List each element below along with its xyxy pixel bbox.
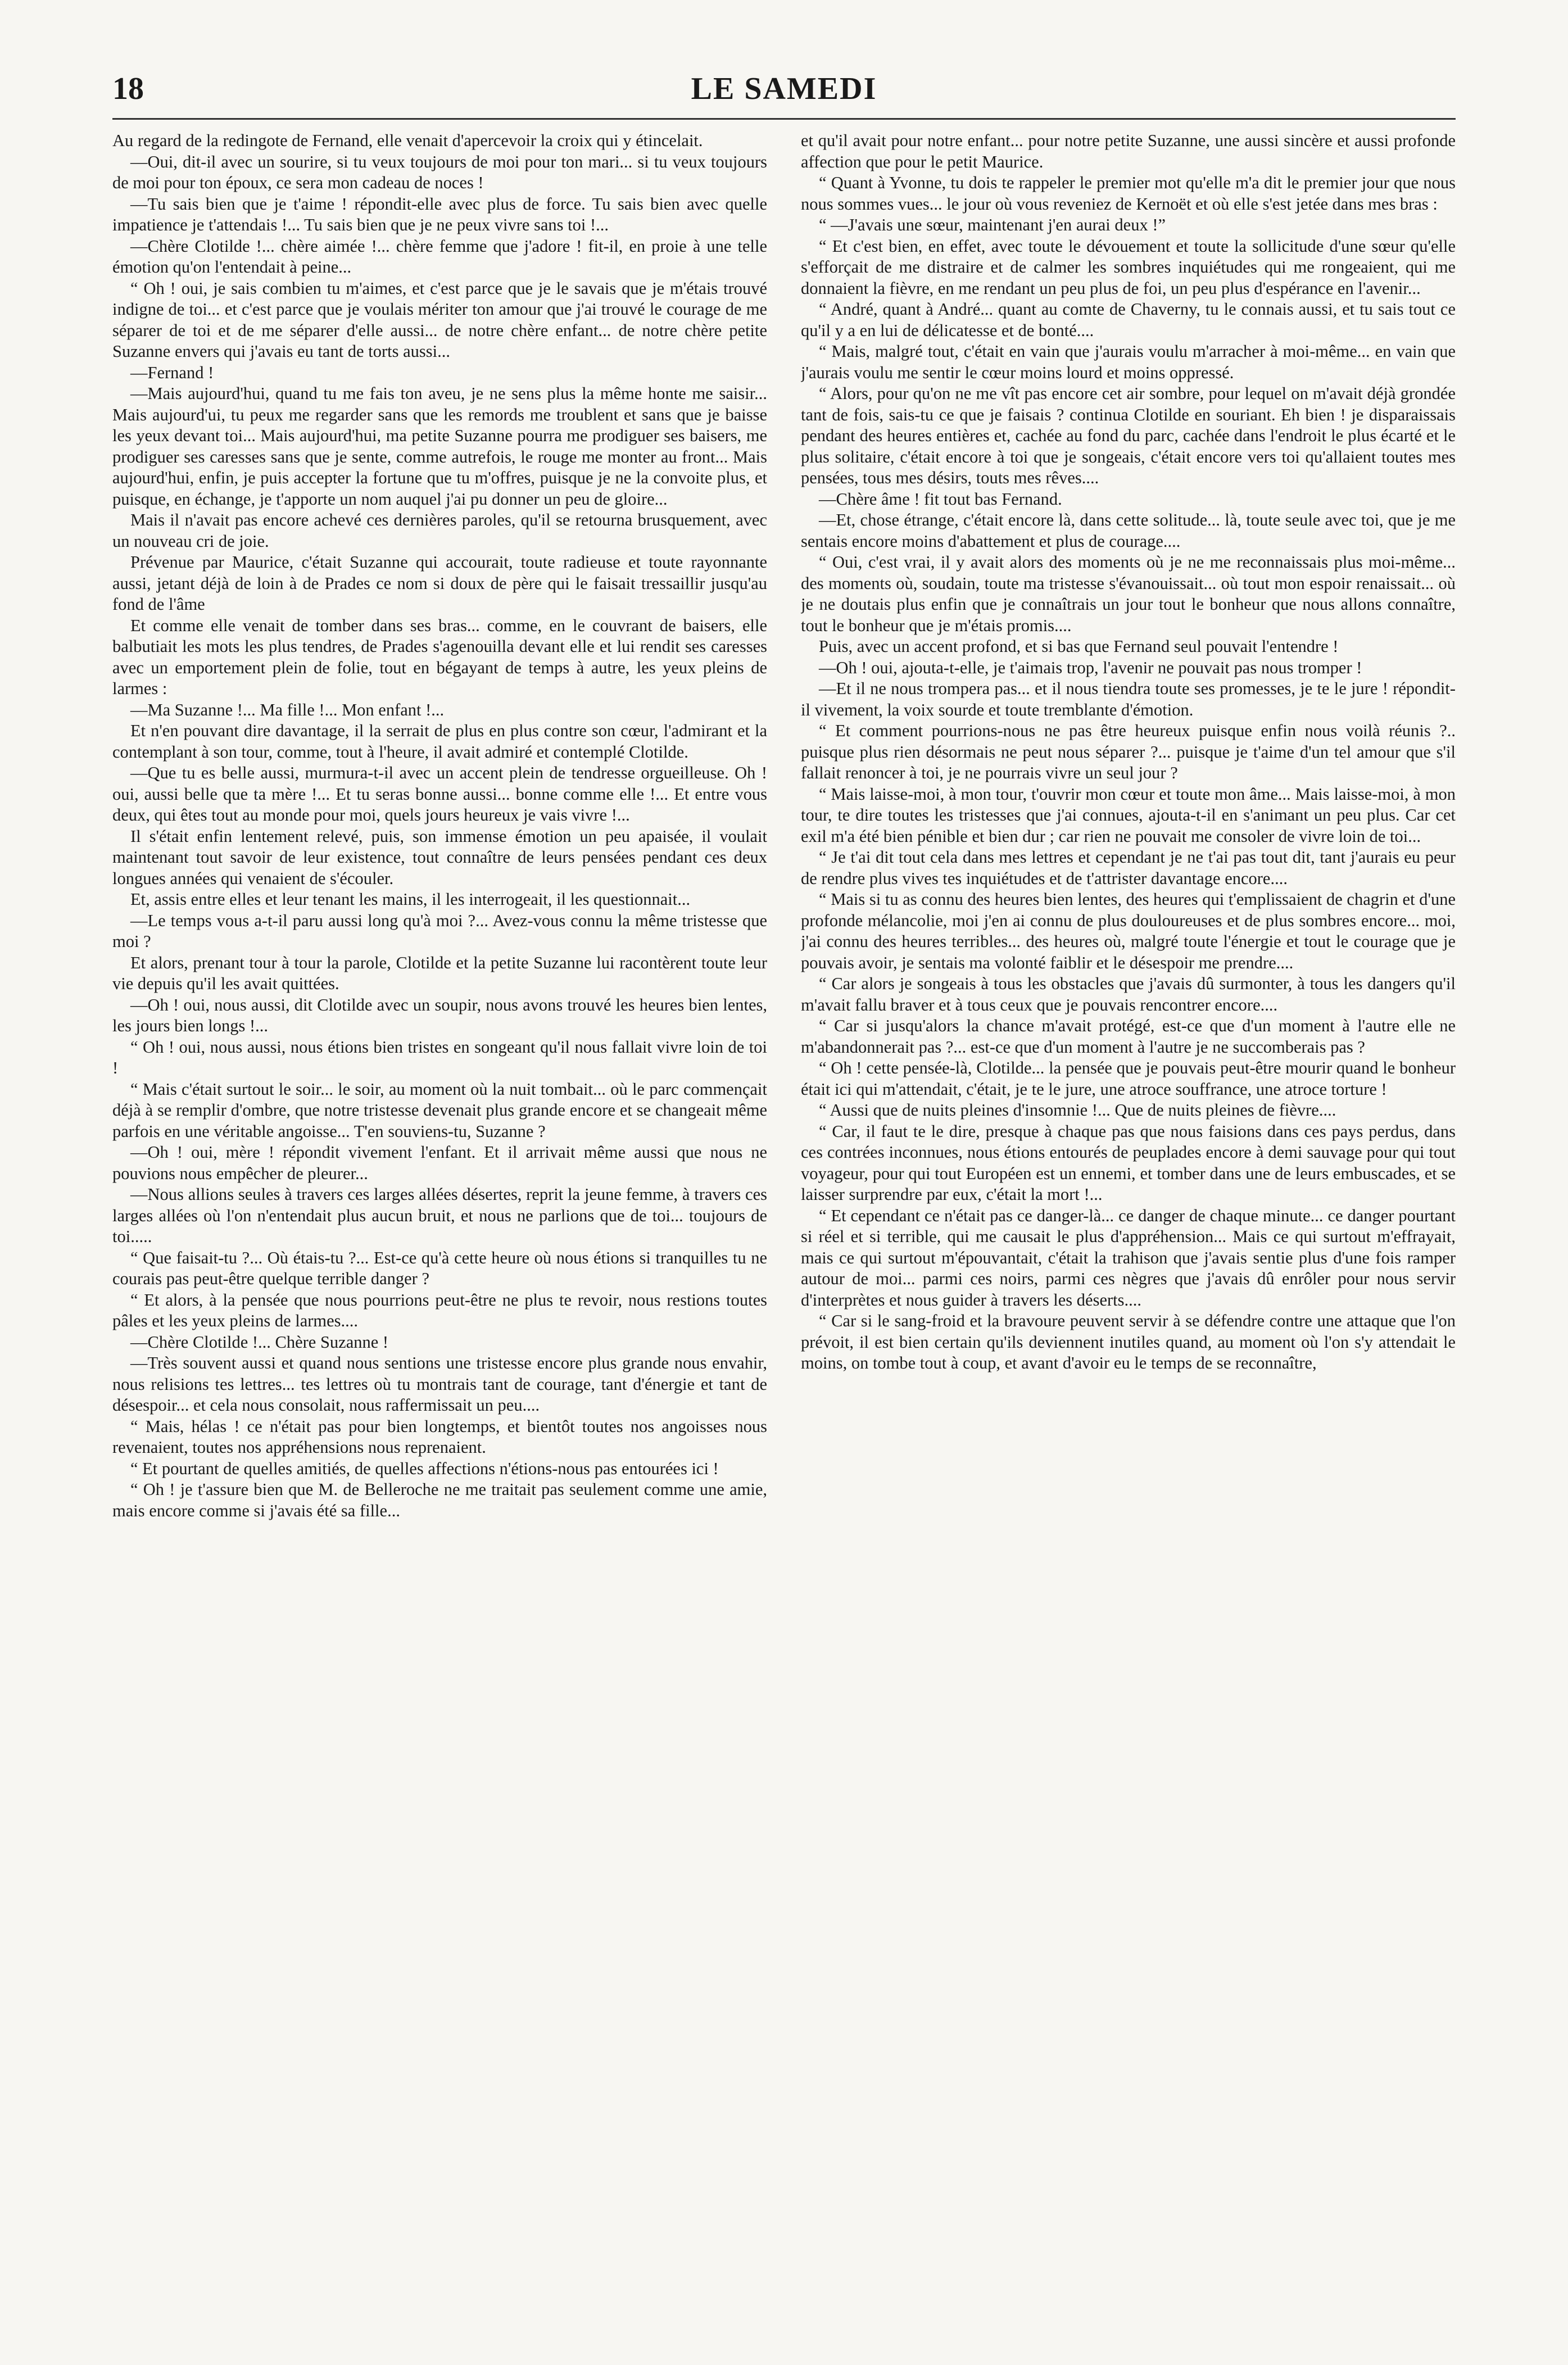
header-rule (112, 118, 1456, 120)
paragraph: “ Oh ! oui, je sais combien tu m'aimes, et c'est parce que je le savais que je m'étais trouvé indigne de toi... et c'est parce que je voulais mériter ton amour que j'ai trouvé le courage de me séparer de toi et de me séparer d'elle aussi... de notre chère enfant... de notre chère petite Suzanne envers qui j'avais eu tant de torts aussi... (112, 278, 767, 361)
paragraph: “ Et cependant ce n'était pas ce danger-là... ce danger de chaque minute... ce danger pourtant si réel et si terrible, qui me causait le plus d'appréhension... Mais ce qui surtout m'effrayait, mais ce qui surtout m'épouvantait, c'était la trahison que j'avais sentie plus d'une fois ramper autour de moi... parmi ces noirs, parmi ces nègres que j'avais dû enrôler pour nous servir d'interprètes et nous guider à travers les déserts.... (801, 1206, 1456, 1310)
paragraph: —Oh ! oui, nous aussi, dit Clotilde avec un soupir, nous avons trouvé les heures bien lentes, les jours bien longs !... (112, 995, 767, 1035)
paragraph: Au regard de la redingote de Fernand, elle venait d'apercevoir la croix qui y étincelait. (112, 131, 703, 150)
paragraph: —Tu sais bien que je t'aime ! répondit-elle avec plus de force. Tu sais bien avec quelle impatience je t'attendais !... Tu sais bien que je ne peux vivre sans toi !... (112, 194, 767, 234)
paragraph: —Et, chose étrange, c'était encore là, dans cette solitude... là, toute seule avec toi, que je me sentais encore moins d'abattement et plus de courage.... (801, 510, 1456, 551)
paragraph: “ Que faisait-tu ?... Où étais-tu ?... Est-ce qu'à cette heure où nous étions si tranquilles tu ne courais pas peut-être quelque terrible danger ? (112, 1248, 767, 1288)
paragraph: —Oui, dit-il avec un sourire, si tu veux toujours de moi pour ton mari... si tu veux toujours de moi pour ton époux, ce sera mon cadeau de noces ! (112, 152, 767, 192)
paragraph: et qu'il avait pour notre enfant... pour notre petite Suzanne, une aussi sincère et aussi profonde affection que pour le petit Maurice. (801, 131, 1456, 171)
paragraph: Et comme elle venait de tomber dans ses bras... comme, en le couvrant de baisers, elle balbutiait les mots les plus tendres, de Prades s'agenouilla devant elle et lui rendit ses caresses avec un emportement plein de folie, tout en bégayant de temps à autre, les yeux pleins de larmes : (112, 615, 767, 698)
paragraph: “ Car, il faut te le dire, presque à chaque pas que nous faisions dans ces pays perdus, dans ces contrées inconnues, nous étions entourés de peuplades encore à demi sauvage pour qui tout voyageur, pour qui tout Européen est un ennemi, et tomber dans une de leurs embuscades, et se laisser surprendre par eux, c'était la mort !... (801, 1121, 1456, 1204)
paragraph: “ Car si jusqu'alors la chance m'avait protégé, est-ce que d'un moment à l'autre elle ne m'abandonnerait pas ?... est-ce que d'un moment à l'autre je ne succomberais pas ? (801, 1016, 1456, 1057)
paragraph: Et n'en pouvant dire davantage, il la serrait de plus en plus contre son cœur, l'admirant et la contemplant à son tour, comme, tout à l'heure, il avait admiré et contemplé Clotilde. (112, 721, 767, 762)
paragraph: “ Alors, pour qu'on ne me vît pas encore cet air sombre, pour lequel on m'avait déjà grondée tant de fois, sais-tu ce que je faisais ? continua Clotilde en souriant. Eh bien ! je disparaissais pendant des heures entières et, cachée au fond du parc, cachée dans l'endroit le plus écarté et le plus solitaire, c'était encore à toi que je songeais, c'était encore vers toi qu'allaient toutes mes pensées, tous mes désirs, touts mes rêves.... (801, 384, 1456, 487)
paragraph: “ Oui, c'est vrai, il y avait alors des moments où je ne me reconnaissais plus moi-même... des moments où, soudain, toute ma tristesse s'évanouissait... où tout mon espoir renaissait... où je ne doutais plus enfin que je connaîtrais un jour tout le bonheur que nous allons connaître, tout le bonheur que je m'étais promis.... (801, 552, 1456, 635)
paragraph: “ Quant à Yvonne, tu dois te rappeler le premier mot qu'elle m'a dit le premier jour que nous nous sommes vues... le jour où vous reveniez de Kernoët et où elle s'est jetée dans mes bras : (801, 173, 1456, 214)
paragraph: “ Car si le sang-froid et la bravoure peuvent servir à se défendre contre une attaque que l'on prévoit, il est bien certain qu'ils deviennent inutiles quand, au moment où l'on s'y attendait le moins, on tombe tout à coup, et avant d'avoir eu le temps de se reconnaître, (801, 1311, 1456, 1372)
paragraph: —Chère Clotilde !... Chère Suzanne ! (130, 1332, 389, 1352)
paragraph: “ Et comment pourrions-nous ne pas être heureux puisque enfin nous voilà réunis ?.. puisque plus rien désormais ne peut nous séparer ?... puisque je t'aime d'un tel amour que s'il fallait renoncer à toi, je ne pourrais vivre un seul jour ? (801, 721, 1456, 782)
paragraph: “ —J'avais une sœur, maintenant j'en aurai deux !” (819, 215, 1166, 234)
running-title: LE SAMEDI (691, 71, 877, 106)
paragraph: “ André, quant à André... quant au comte de Chaverny, tu le connais aussi, et tu sais tout ce qu'il y a en lui de délicatesse et de bonté.... (801, 300, 1456, 340)
paragraph: —Le temps vous a-t-il paru aussi long qu'à moi ?... Avez-vous connu la même tristesse que moi ? (112, 910, 767, 951)
paragraph: —Oh ! oui, mère ! répondit vivement l'enfant. Et il arrivait même aussi que nous ne pouvions nous empêcher de pleurer... (112, 1143, 767, 1183)
paragraph: “ Car alors je songeais à tous les obstacles que j'avais dû surmonter, à tous les dangers qu'il m'avait fallu braver et à tous ceux que je pouvais rencontrer encore.... (801, 974, 1456, 1014)
paragraph: —Chère âme ! fit tout bas Fernand. (819, 489, 1062, 509)
paragraph: “ Aussi que de nuits pleines d'insomnie !... Que de nuits pleines de fièvre.... (819, 1100, 1336, 1120)
paragraph: —Chère Clotilde !... chère aimée !... chère femme que j'adore ! fit-il, en proie à une telle émotion qu'on l'entendait à peine... (112, 236, 767, 277)
paragraph: “ Mais, malgré tout, c'était en vain que j'aurais voulu m'arracher à moi-même... en vain que j'aurais voulu me sentir le cœur moins lourd et moins oppressé. (801, 342, 1456, 382)
paragraph: “ Oh ! cette pensée-là, Clotilde... la pensée que je pouvais peut-être mourir quand le bonheur était ici qui m'attendait, c'était, je te le jure, une atroce souffrance, une atroce torture ! (801, 1058, 1456, 1099)
paragraph: —Que tu es belle aussi, murmura-t-il avec un accent plein de tendresse orgueilleuse. Oh ! oui, aussi belle que ta mère !... Et tu seras bonne aussi... bonne comme elle !... Et entre vous deux, qui êtes tout au monde pour moi, quels jours heureux je vais vivre !... (112, 763, 767, 824)
page-header (112, 71, 1456, 110)
paragraph: Puis, avec un accent profond, et si bas que Fernand seul pouvait l'entendre ! (819, 637, 1339, 656)
paragraph: —Ma Suzanne !... Ma fille !... Mon enfant !... (130, 700, 445, 719)
page-number: 18 (112, 71, 144, 106)
paragraph: “ Mais si tu as connu des heures bien lentes, des heures qui t'emplissaient de chagrin et d'une profonde mélancolie, moi j'en ai connu de plus douloureuses et de plus sombres encore... moi, j'ai connu des heures terribles... des heures où, malgré toute l'énergie et tout le courage que je pouvais avoir, je sentais ma volonté faiblir et le désespoir me prendre.... (801, 890, 1456, 972)
paragraph: —Mais aujourd'hui, quand tu me fais ton aveu, je ne sens plus la même honte me saisir... Mais aujourd'ui, tu peux me regarder sans que les remords me troublent et sans que je baisse les yeux devant toi... Mais aujourd'hui, ma petite Suzanne pourra me prodiguer ses baisers, me prodiguer ses caresses sans que je sente, comme autrefois, le rouge me monter au front... Mais aujourd'hui, enfin, je puis accepter la fortune que tu m'offres, puisque je ne la convoite plus, et puisque, en échange, je t'apporte un nom auquel j'ai pu donner un peu de gloire... (112, 384, 767, 509)
paragraph: “ Mais, hélas ! ce n'était pas pour bien longtemps, et bientôt toutes nos angoisses nous revenaient, toutes nos appréhensions nous reprenaient. (112, 1416, 767, 1457)
paragraph: “ Et c'est bien, en effet, avec toute le dévouement et toute la sollicitude d'une sœur qu'elle s'efforçait de me distraire et de calmer les sombres inquiétudes qui me rongeaient, qui me donnaient la fièvre, en me rendant un peu plus de foi, un peu plus d'espérance en l'avenir... (801, 236, 1456, 298)
paragraph: “ Mais laisse-moi, à mon tour, t'ouvrir mon cœur et toute mon âme... Mais laisse-moi, à mon tour, te dire toutes les tristesses que j'ai connues, ajouta-t-il en s'animant un peu plus. Car cet exil m'a été bien pénible et bien dur ; car rien ne pouvait me consoler de vivre loin de toi... (801, 784, 1456, 846)
paragraph: —Oh ! oui, ajouta-t-elle, je t'aimais trop, l'avenir ne pouvait pas nous tromper ! (819, 658, 1362, 677)
paragraph: “ Et alors, à la pensée que nous pourrions peut-être ne plus te revoir, nous restions toutes pâles et les yeux pleins de larmes.... (112, 1290, 767, 1330)
paragraph: Prévenue par Maurice, c'était Suzanne qui accourait, toute radieuse et toute rayonnante aussi, jetant déjà de loin à de Prades ce nom si doux de père qui le faisait tressaillir jusqu'au fond de l'âme (112, 552, 767, 614)
paragraph: —Et il ne nous trompera pas... et il nous tiendra toute ses promesses, je te le jure ! répondit-il vivement, la voix sourde et toute tremblante d'émotion. (801, 679, 1456, 719)
paragraph: Mais il n'avait pas encore achevé ces dernières paroles, qu'il se retourna brusquement, avec un nouveau cri de joie. (112, 510, 767, 551)
right-column (801, 130, 1456, 2334)
left-column (112, 130, 767, 2334)
paragraph: Et alors, prenant tour à tour la parole, Clotilde et la petite Suzanne lui racontèrent toute leur vie depuis qu'il les avait quittées. (112, 953, 767, 993)
paragraph: “ Mais c'était surtout le soir... le soir, au moment où la nuit tombait... où le parc commençait déjà à se remplir d'ombre, que notre tristesse devenait plus grande encore et se changeait même parfois en une véritable angoisse... T'en souviens-tu, Suzanne ? (112, 1079, 767, 1141)
paragraph: “ Et pourtant de quelles amitiés, de quelles affections n'étions-nous pas entourées ici ! (130, 1458, 719, 1478)
paragraph: “ Oh ! oui, nous aussi, nous étions bien tristes en songeant qu'il nous fallait vivre loin de toi ! (112, 1037, 767, 1077)
paragraph: “ Oh ! je t'assure bien que M. de Belleroche ne me traitait pas seulement comme une amie, mais encore comme si j'avais été sa fille... (112, 1480, 767, 1520)
paragraph: —Très souvent aussi et quand nous sentions une tristesse encore plus grande nous envahir, nous relisions tes lettres... tes lettres où tu montrais tant de courage, tant d'énergie et tant de désespoir... et cela nous consolait, nous raffermissait un peu.... (112, 1353, 767, 1415)
paragraph: —Fernand ! (130, 363, 214, 382)
paragraph: Et, assis entre elles et leur tenant les mains, il les interrogeait, il les questionnait... (130, 890, 691, 909)
paragraph: Il s'était enfin lentement relevé, puis, son immense émotion un peu apaisée, il voulait maintenant tout savoir de leur existence, tout connaître de leurs pensées pendant ces deux longues années qui venaient de s'écouler. (112, 826, 767, 888)
paragraph: —Nous allions seules à travers ces larges allées désertes, reprit la jeune femme, à travers ces larges allées où l'on n'entendait plus aucun bruit, et nous ne parlions que de toi... toujours de toi..... (112, 1185, 767, 1246)
paragraph: “ Je t'ai dit tout cela dans mes lettres et cependant je ne t'ai pas tout dit, tant j'aurais eu peur de rendre plus vives tes inquiétudes et de t'attrister davantage encore.... (801, 848, 1456, 888)
